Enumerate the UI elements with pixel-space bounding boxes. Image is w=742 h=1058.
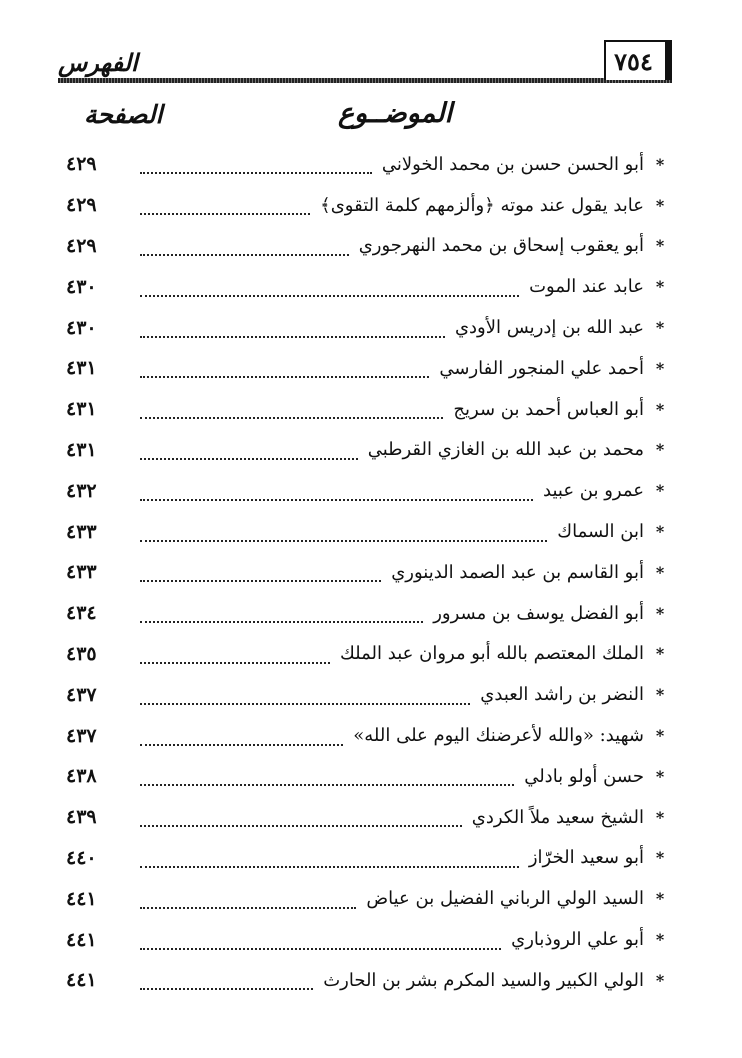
entry-title: عبد الله بن إدريس الأودي [454,317,644,339]
entry-title: أحمد علي المنجور الفارسي [439,357,644,379]
bullet-star-icon: * [655,603,665,623]
dot-leader [140,440,358,460]
entry-page-number: ٤٣٧ [66,683,97,706]
bullet-star-icon: * [655,154,665,174]
header-rule [58,78,672,83]
entry-page-number: ٤٤١ [66,928,97,951]
dot-leader [140,848,519,868]
entry-page-number: ٤٣٠ [66,275,97,298]
dot-leader [140,318,445,338]
entry-title: عمرو بن عبيد [543,480,644,502]
entry-title: شهيد: «والله لأعرضنك اليوم على الله» [353,725,644,747]
dot-leader [140,154,372,174]
bullet-star-icon: * [655,358,665,378]
dot-leader [140,522,547,542]
entry-page-number: ٤٣١ [66,398,97,421]
toc-entry [58,470,672,511]
dot-leader [140,236,349,256]
bullet-star-icon: * [655,644,665,664]
entry-page-number: ٤٣٤ [66,602,97,625]
toc-entry [58,634,672,675]
entry-title: النضر بن راشد العبدي [480,684,644,706]
entry-title: أبو الحسن حسن بن محمد الخولاني [381,153,644,175]
page-number-box [604,40,672,80]
bullet-star-icon: * [655,970,665,990]
bullet-star-icon: * [655,889,665,909]
entry-title: عابد يقول عند موته ﴿وألزمهم كلمة التقوى﴾ [320,194,644,216]
entry-title: محمد بن عبد الله بن الغازي القرطبي [367,439,644,461]
topic-column-heading: الموضــوع [338,98,453,129]
entry-page-number: ٤٣١ [66,438,97,461]
bullet-star-icon: * [655,726,665,746]
entry-title: أبو القاسم بن عبد الصمد الدينوري [391,561,644,583]
entry-title: السيد الولي الرباني الفضيل بن عياض [366,888,644,910]
bullet-star-icon: * [655,562,665,582]
toc-entry [58,552,672,593]
toc-entry [58,185,672,226]
bullet-star-icon: * [655,195,665,215]
bullet-star-icon: * [655,236,665,256]
entry-page-number: ٤٢٩ [66,234,97,257]
bullet-star-icon: * [655,685,665,705]
dot-leader [140,889,356,909]
toc-entry [58,756,672,797]
column-headings [58,96,672,136]
dot-leader [140,726,343,746]
entry-title: حسن أولو بادلي [524,765,644,787]
entry-page-number: ٤٣٧ [66,724,97,747]
dot-leader [140,970,313,990]
entry-title: الولي الكبير والسيد المكرم بشر بن الحارث [323,969,644,991]
toc-entry [58,511,672,552]
entry-title: أبو العباس أحمد بن سريج [453,398,644,420]
dot-leader [140,277,519,297]
running-title: الفهرس [58,48,138,77]
dot-leader [140,358,429,378]
entry-page-number: ٤٣٠ [66,316,97,339]
toc-entry [58,389,672,430]
entry-page-number: ٤٣١ [66,357,97,380]
dot-leader [140,195,310,215]
toc-entry [58,674,672,715]
entry-title: الملك المعتصم بالله أبو مروان عبد الملك [340,643,644,665]
entry-page-number: ٤٢٩ [66,194,97,217]
toc-entry [58,960,672,1001]
page-number: ٧٥٤ [614,47,653,76]
dot-leader [140,766,514,786]
entry-page-number: ٤٣٨ [66,765,97,788]
toc-entry [58,430,672,471]
entry-title: أبو علي الروذباري [511,929,644,951]
entry-page-number: ٤٣٩ [66,806,97,829]
toc-entry [58,144,672,185]
bullet-star-icon: * [655,318,665,338]
entry-title: أبو سعيد الخرّاز [528,847,644,869]
bullet-star-icon: * [655,440,665,460]
bullet-star-icon: * [655,522,665,542]
toc-entry [58,307,672,348]
entry-title: ابن السماك [557,521,644,543]
entry-page-number: ٤٤١ [66,887,97,910]
entry-page-number: ٤٣٥ [66,642,97,665]
dot-leader [140,603,423,623]
entry-page-number: ٤٣٣ [66,520,97,543]
entry-page-number: ٤٤١ [66,969,97,992]
page-column-heading: الصفحة [84,100,163,129]
entry-title: أبو يعقوب إسحاق بن محمد النهرجوري [358,235,644,257]
toc-entry [58,919,672,960]
entry-title: الشيخ سعيد ملاً الكردي [471,806,644,828]
toc-entry [58,593,672,634]
toc-entry [58,878,672,919]
bullet-star-icon: * [655,766,665,786]
bullet-star-icon: * [655,277,665,297]
entry-title: أبو الفضل يوسف بن مسرور [433,602,644,624]
bullet-star-icon: * [655,807,665,827]
dot-leader [140,399,443,419]
dot-leader [140,685,470,705]
bullet-star-icon: * [655,481,665,501]
entry-page-number: ٤٣٣ [66,561,97,584]
toc-entry [58,226,672,267]
dot-leader [140,930,501,950]
toc-entry [58,715,672,756]
bullet-star-icon: * [655,930,665,950]
bullet-star-icon: * [655,399,665,419]
toc-entry [58,266,672,307]
dot-leader [140,644,330,664]
table-of-contents [58,144,672,1001]
dot-leader [140,562,381,582]
entry-page-number: ٤٣٢ [66,479,97,502]
entry-title: عابد عند الموت [529,276,644,298]
toc-entry [58,348,672,389]
dot-leader [140,481,533,501]
toc-entry [58,838,672,879]
page-header [58,40,672,84]
dot-leader [140,807,462,827]
toc-entry [58,797,672,838]
bullet-star-icon: * [655,848,665,868]
entry-page-number: ٤٤٠ [66,846,97,869]
entry-page-number: ٤٢٩ [66,153,97,176]
